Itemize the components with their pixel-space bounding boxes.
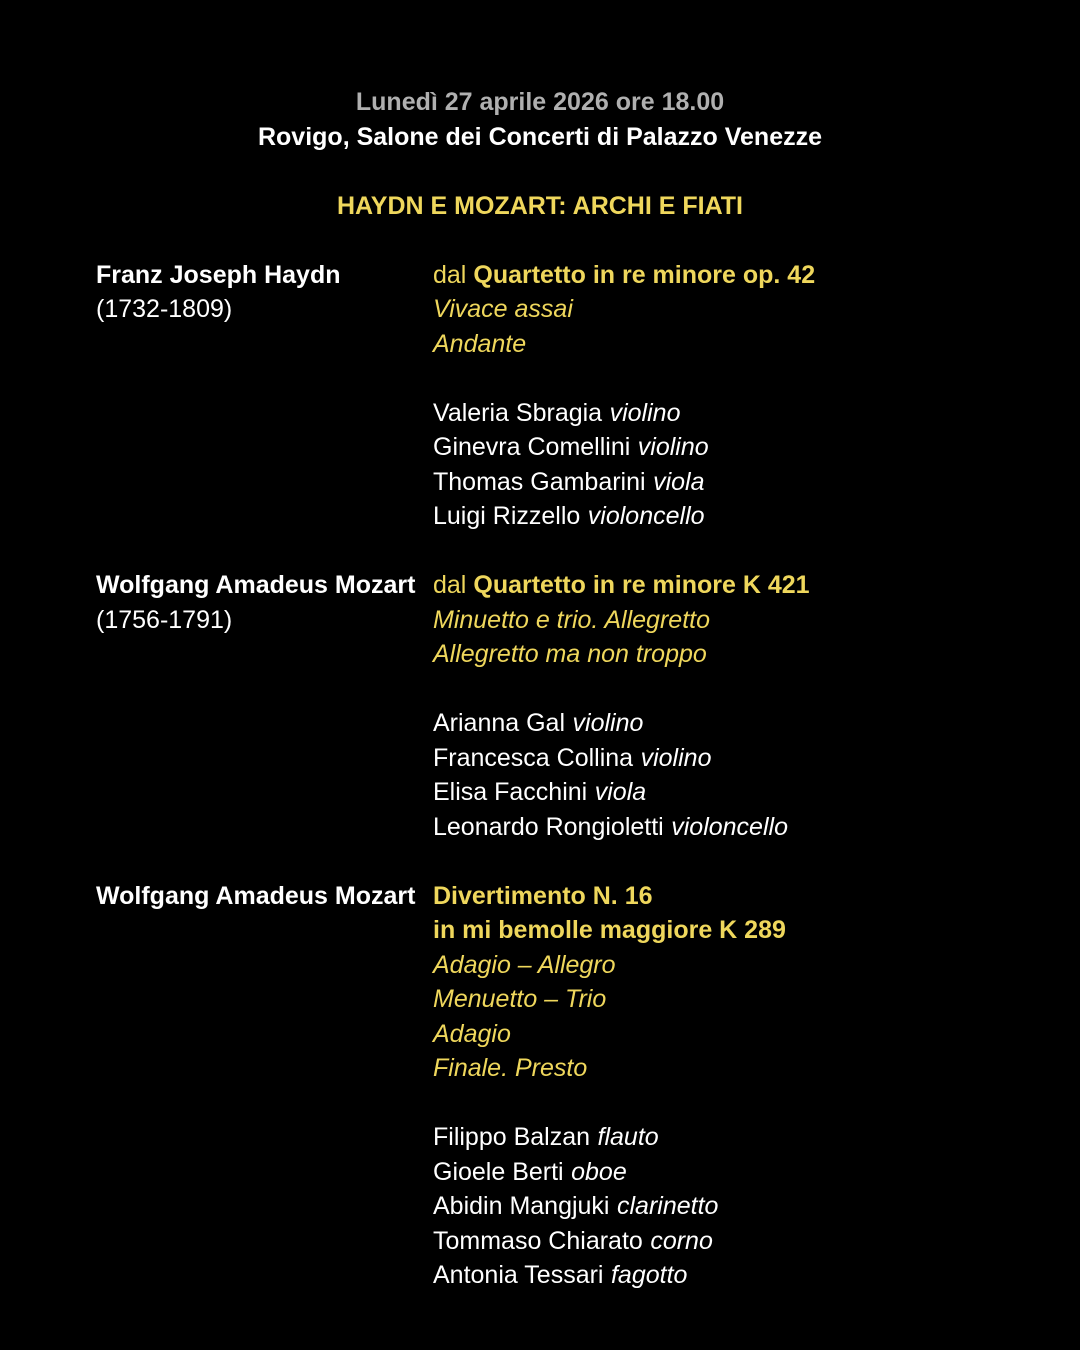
piece-title-text: Divertimento N. 16 <box>433 881 653 910</box>
performer-row <box>433 810 984 845</box>
performer-list <box>433 706 984 844</box>
movement-name: Menuetto – Trio <box>433 985 607 1013</box>
program-section <box>96 258 984 534</box>
program-section <box>96 879 984 1293</box>
piece-title-line <box>433 913 984 948</box>
program-sections <box>96 258 984 1293</box>
piece-title-line <box>433 258 984 293</box>
performer-list <box>433 396 984 534</box>
performer-row <box>433 741 984 776</box>
piece-title-lines <box>433 258 984 293</box>
movement-name: Minuetto e trio. Allegretto <box>433 605 710 634</box>
performer-name: Valeria Sbragia <box>433 398 603 427</box>
performer-name: Luigi Rizzello <box>433 502 581 530</box>
movement-name: Andante <box>433 329 527 358</box>
performer-row <box>433 430 984 465</box>
performer-name: Elisa Facchini <box>433 778 588 806</box>
performer-name: Francesca Collina <box>433 743 634 772</box>
performer-row <box>433 499 984 534</box>
performer-instrument: viola <box>594 778 647 806</box>
performer-name: Arianna Gal <box>433 709 566 737</box>
composer-name: Wolfgang Amadeus Mozart <box>96 571 416 599</box>
movement-name: Adagio – Allegro <box>433 950 616 979</box>
piece-title-line <box>433 568 984 603</box>
performer-instrument: viola <box>653 467 705 496</box>
performer-instrument: violino <box>572 709 644 737</box>
performer-list <box>433 1120 984 1293</box>
header <box>96 85 984 223</box>
piece-movements <box>433 292 984 361</box>
performer-name: Ginevra Comellini <box>433 433 631 461</box>
performer-name: Thomas Gambarini <box>433 467 646 496</box>
performer-instrument: violoncello <box>671 812 788 841</box>
performer-row <box>433 1189 984 1224</box>
performer-row <box>433 706 984 741</box>
program-section <box>96 568 984 844</box>
performer-name: Gioele Berti <box>433 1157 564 1186</box>
composer-name: Franz Joseph Haydn <box>96 260 341 289</box>
piece-title-prefix: dal <box>433 571 467 599</box>
performer-instrument: violino <box>609 398 681 427</box>
performer-name: Antonia Tessari <box>433 1261 604 1289</box>
performer-row <box>433 465 984 500</box>
piece-column <box>433 258 984 534</box>
performer-name: Tommaso Chiarato <box>433 1226 643 1255</box>
performer-row <box>433 396 984 431</box>
performer-name: Leonardo Rongioletti <box>433 812 664 841</box>
performer-row <box>433 1224 984 1259</box>
event-datetime: Lunedì 27 aprile 2026 ore 18.00 <box>355 88 725 116</box>
performer-row <box>433 1120 984 1155</box>
spacer <box>96 154 984 189</box>
piece-title-text: in mi bemolle maggiore K 289 <box>433 916 786 944</box>
composer-dates: (1732-1809) <box>96 295 233 323</box>
performer-instrument: clarinetto <box>617 1192 719 1220</box>
piece-title-prefix: dal <box>433 260 467 289</box>
event-venue: Rovigo, Salone dei Concerti di Palazzo Venezze <box>257 122 823 151</box>
movement-name: Allegretto ma non troppo <box>433 640 707 668</box>
performer-name: Filippo Balzan <box>433 1123 591 1151</box>
performer-instrument: fagotto <box>610 1261 688 1289</box>
composer-column <box>96 568 433 637</box>
piece-movements <box>433 948 984 1086</box>
performer-instrument: corno <box>650 1226 713 1255</box>
composer-dates: (1756-1791) <box>96 605 233 634</box>
performer-instrument: violoncello <box>587 502 705 530</box>
movement-name: Finale. Presto <box>433 1054 588 1082</box>
composer-name: Wolfgang Amadeus Mozart <box>96 881 416 910</box>
piece-column <box>433 568 984 844</box>
composer-column <box>96 879 433 914</box>
performer-row <box>433 1155 984 1190</box>
piece-column <box>433 879 984 1293</box>
performer-instrument: flauto <box>597 1123 659 1151</box>
performer-name: Abidin Mangjuki <box>433 1192 610 1220</box>
movement-name: Vivace assai <box>433 295 573 323</box>
piece-title-text: Quartetto in re minore op. 42 <box>473 260 816 289</box>
performer-instrument: violino <box>640 743 712 772</box>
performer-instrument: oboe <box>571 1157 627 1186</box>
piece-title-lines <box>433 879 984 948</box>
performer-row <box>433 775 984 810</box>
movement-name: Adagio <box>433 1019 511 1048</box>
piece-title-text: Quartetto in re minore K 421 <box>473 571 810 599</box>
piece-title-line <box>433 879 984 914</box>
piece-title-lines <box>433 568 984 603</box>
composer-column <box>96 258 433 327</box>
program-title: HAYDN E MOZART: ARCHI E FIATI <box>336 191 744 220</box>
performer-row <box>433 1258 984 1293</box>
performer-instrument: violino <box>637 433 709 461</box>
piece-movements <box>433 603 984 672</box>
